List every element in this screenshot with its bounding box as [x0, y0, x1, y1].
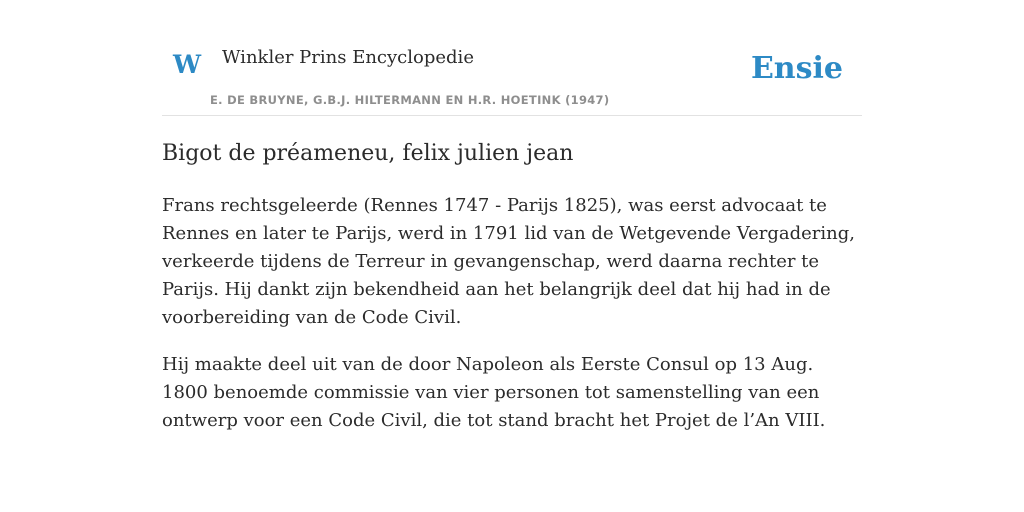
ensie-logo[interactable]: Ensie [750, 51, 843, 86]
entry-title: Bigot de préameneu, felix julien jean [162, 141, 574, 166]
page [162, 0, 862, 512]
entry-paragraph: Frans rechtsgeleerde (Rennes 1747 - Parijs 1825), was eerst advocaat te Rennes en later te Parijs, werd in 1791 lid van de Wetgevende Vergadering, verkeerde tijdens de Terreur in gevangenschap, werd daarna rechter te Parijs. Hij dankt zijn bekendheid aan het belangrijk deel dat hij had in de voorbereiding van de Code Civil. [162, 195, 855, 328]
winkler-prins-logo-icon[interactable]: W [173, 50, 202, 79]
entry-paragraph: Hij maakte deel uit van de door Napoleon als Eerste Consul op 13 Aug. 1800 benoemde commissie van vier personen tot samenstelling van een ontwerp voor een Code Civil, die tot stand bracht het Projet de l’An VIII. [162, 354, 826, 431]
source-authors: E. DE BRUYNE, G.B.J. HILTERMANN EN H.R. HOETINK (1947) [210, 93, 610, 107]
header [162, 0, 862, 116]
source-title[interactable]: Winkler Prins Encyclopedie [222, 47, 474, 68]
